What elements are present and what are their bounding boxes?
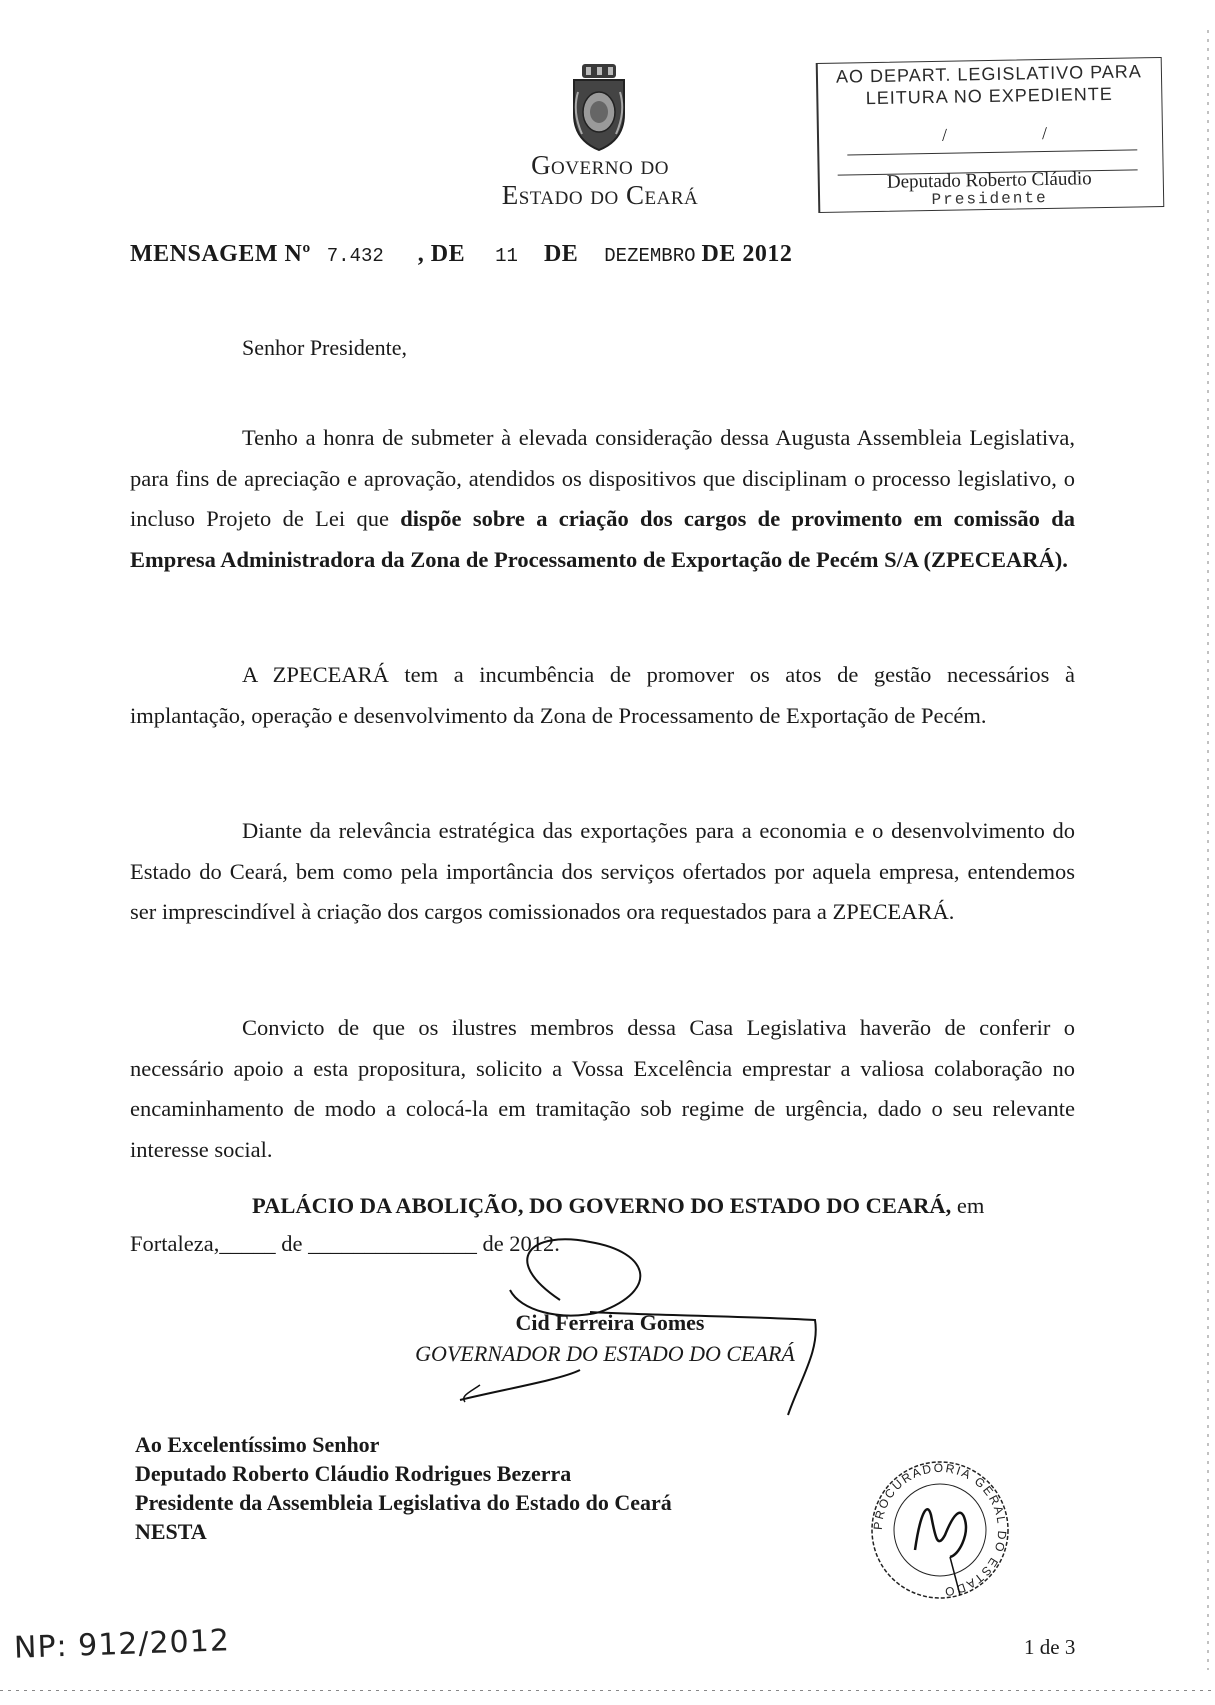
addressee-line1: Ao Excelentíssimo Senhor <box>135 1432 380 1457</box>
paragraph-1-subject: dispõe sobre a criação dos cargos de provimento em comissão da Empresa Administradora da Zona de Processamento de Exportação de Pecém S/A (ZPECEARÁ). <box>130 506 1075 572</box>
stamp-deputy-name: Deputado Roberto Cláudio <box>886 168 1092 193</box>
stamp-line1: AO DEPART. LEGISLATIVO PARA <box>835 61 1142 87</box>
message-de2: DE <box>543 241 579 267</box>
stamp-date-separator: / <box>1041 122 1048 144</box>
attorney-general-round-stamp <box>865 1455 1015 1605</box>
addressee-line2: Deputado Roberto Cláudio Rodrigues Bezerra <box>135 1461 572 1486</box>
legislative-dispatch-stamp <box>816 57 1164 213</box>
paragraph-1 <box>130 418 1075 580</box>
message-month: DEZEMBRO <box>604 245 696 267</box>
salutation: Senhor Presidente, <box>242 335 407 360</box>
closing-em: em <box>951 1193 985 1218</box>
handwritten-np-note: NP: 912/2012 <box>13 1623 231 1666</box>
message-de1: , DE <box>417 241 466 267</box>
paragraph-4: Convicto de que os ilustres membros dessa Casa Legislativa haverão de conferir o necessário apoio a esta propositura, solicito a Vossa Excelência emprestar a valiosa colaboração no encaminhamento de modo a colocá-la em tramitação sob regime de urgência, dado o seu relevante interesse social. <box>130 1015 1075 1162</box>
closing-palace: PALÁCIO DA ABOLIÇÃO, DO GOVERNO DO ESTADO DO CEARÁ, <box>252 1193 952 1218</box>
message-label: MENSAGEM Nº <box>130 241 311 267</box>
signer-role: GOVERNADOR DO ESTADO DO CEARÁ <box>415 1341 795 1366</box>
government-header-line2: Estado do Ceará <box>501 180 699 210</box>
scan-bottom-edge <box>0 1690 1215 1691</box>
message-de3: DE 2012 <box>701 241 793 267</box>
message-day: 11 <box>495 245 518 267</box>
stamp-date-line <box>847 122 1137 155</box>
addressee-block <box>135 1430 672 1546</box>
paragraph-3: Diante da relevância estratégica das exportações para a economia e o desenvolvimento do Estado do Ceará, bem como pela importância dos serviços ofertados por aquela empresa, entendemos ser imprescindível à criação dos cargos comissionados ora requestados para a ZPECEARÁ. <box>130 818 1075 924</box>
round-stamp-text: PROCURADORIA GERAL DO ESTADO <box>870 1460 1010 1600</box>
government-header-line1: Governo do <box>531 150 669 180</box>
message-number: 7.432 <box>326 245 384 267</box>
stamp-line2: LEITURA NO EXPEDIENTE <box>865 83 1114 109</box>
stamp-deputy-role: Presidente <box>931 188 1048 210</box>
closing-city-date: Fortaleza,_____ de _______________ de 2012. <box>130 1231 560 1256</box>
message-number-line <box>130 241 792 268</box>
signer-name: Cid Ferreira Gomes <box>515 1310 705 1335</box>
paragraph-2: A ZPECEARÁ tem a incumbência de promover os atos de gestão necessários à implantação, operação e desenvolvimento da Zona de Processamento de Exportação de Pecém. <box>130 662 1075 728</box>
addressee-line3: Presidente da Assembleia Legislativa do Estado do Ceará <box>135 1490 672 1515</box>
stamp-date-separator: / <box>941 124 948 145</box>
paragraph-1-text: Tenho a honra de submeter à elevada consideração dessa Augusta Assembleia Legislativa, para fins de apreciação e aprovação, atendidos os dispositivos que disciplinam o processo legislativo, o incluso Projeto de Lei que <box>130 425 1075 531</box>
addressee-line4: NESTA <box>135 1519 207 1544</box>
state-coat-of-arms-icon <box>568 62 630 152</box>
page-number: 1 de 3 <box>1024 1635 1076 1659</box>
scan-edge-artifact <box>1207 30 1209 1670</box>
